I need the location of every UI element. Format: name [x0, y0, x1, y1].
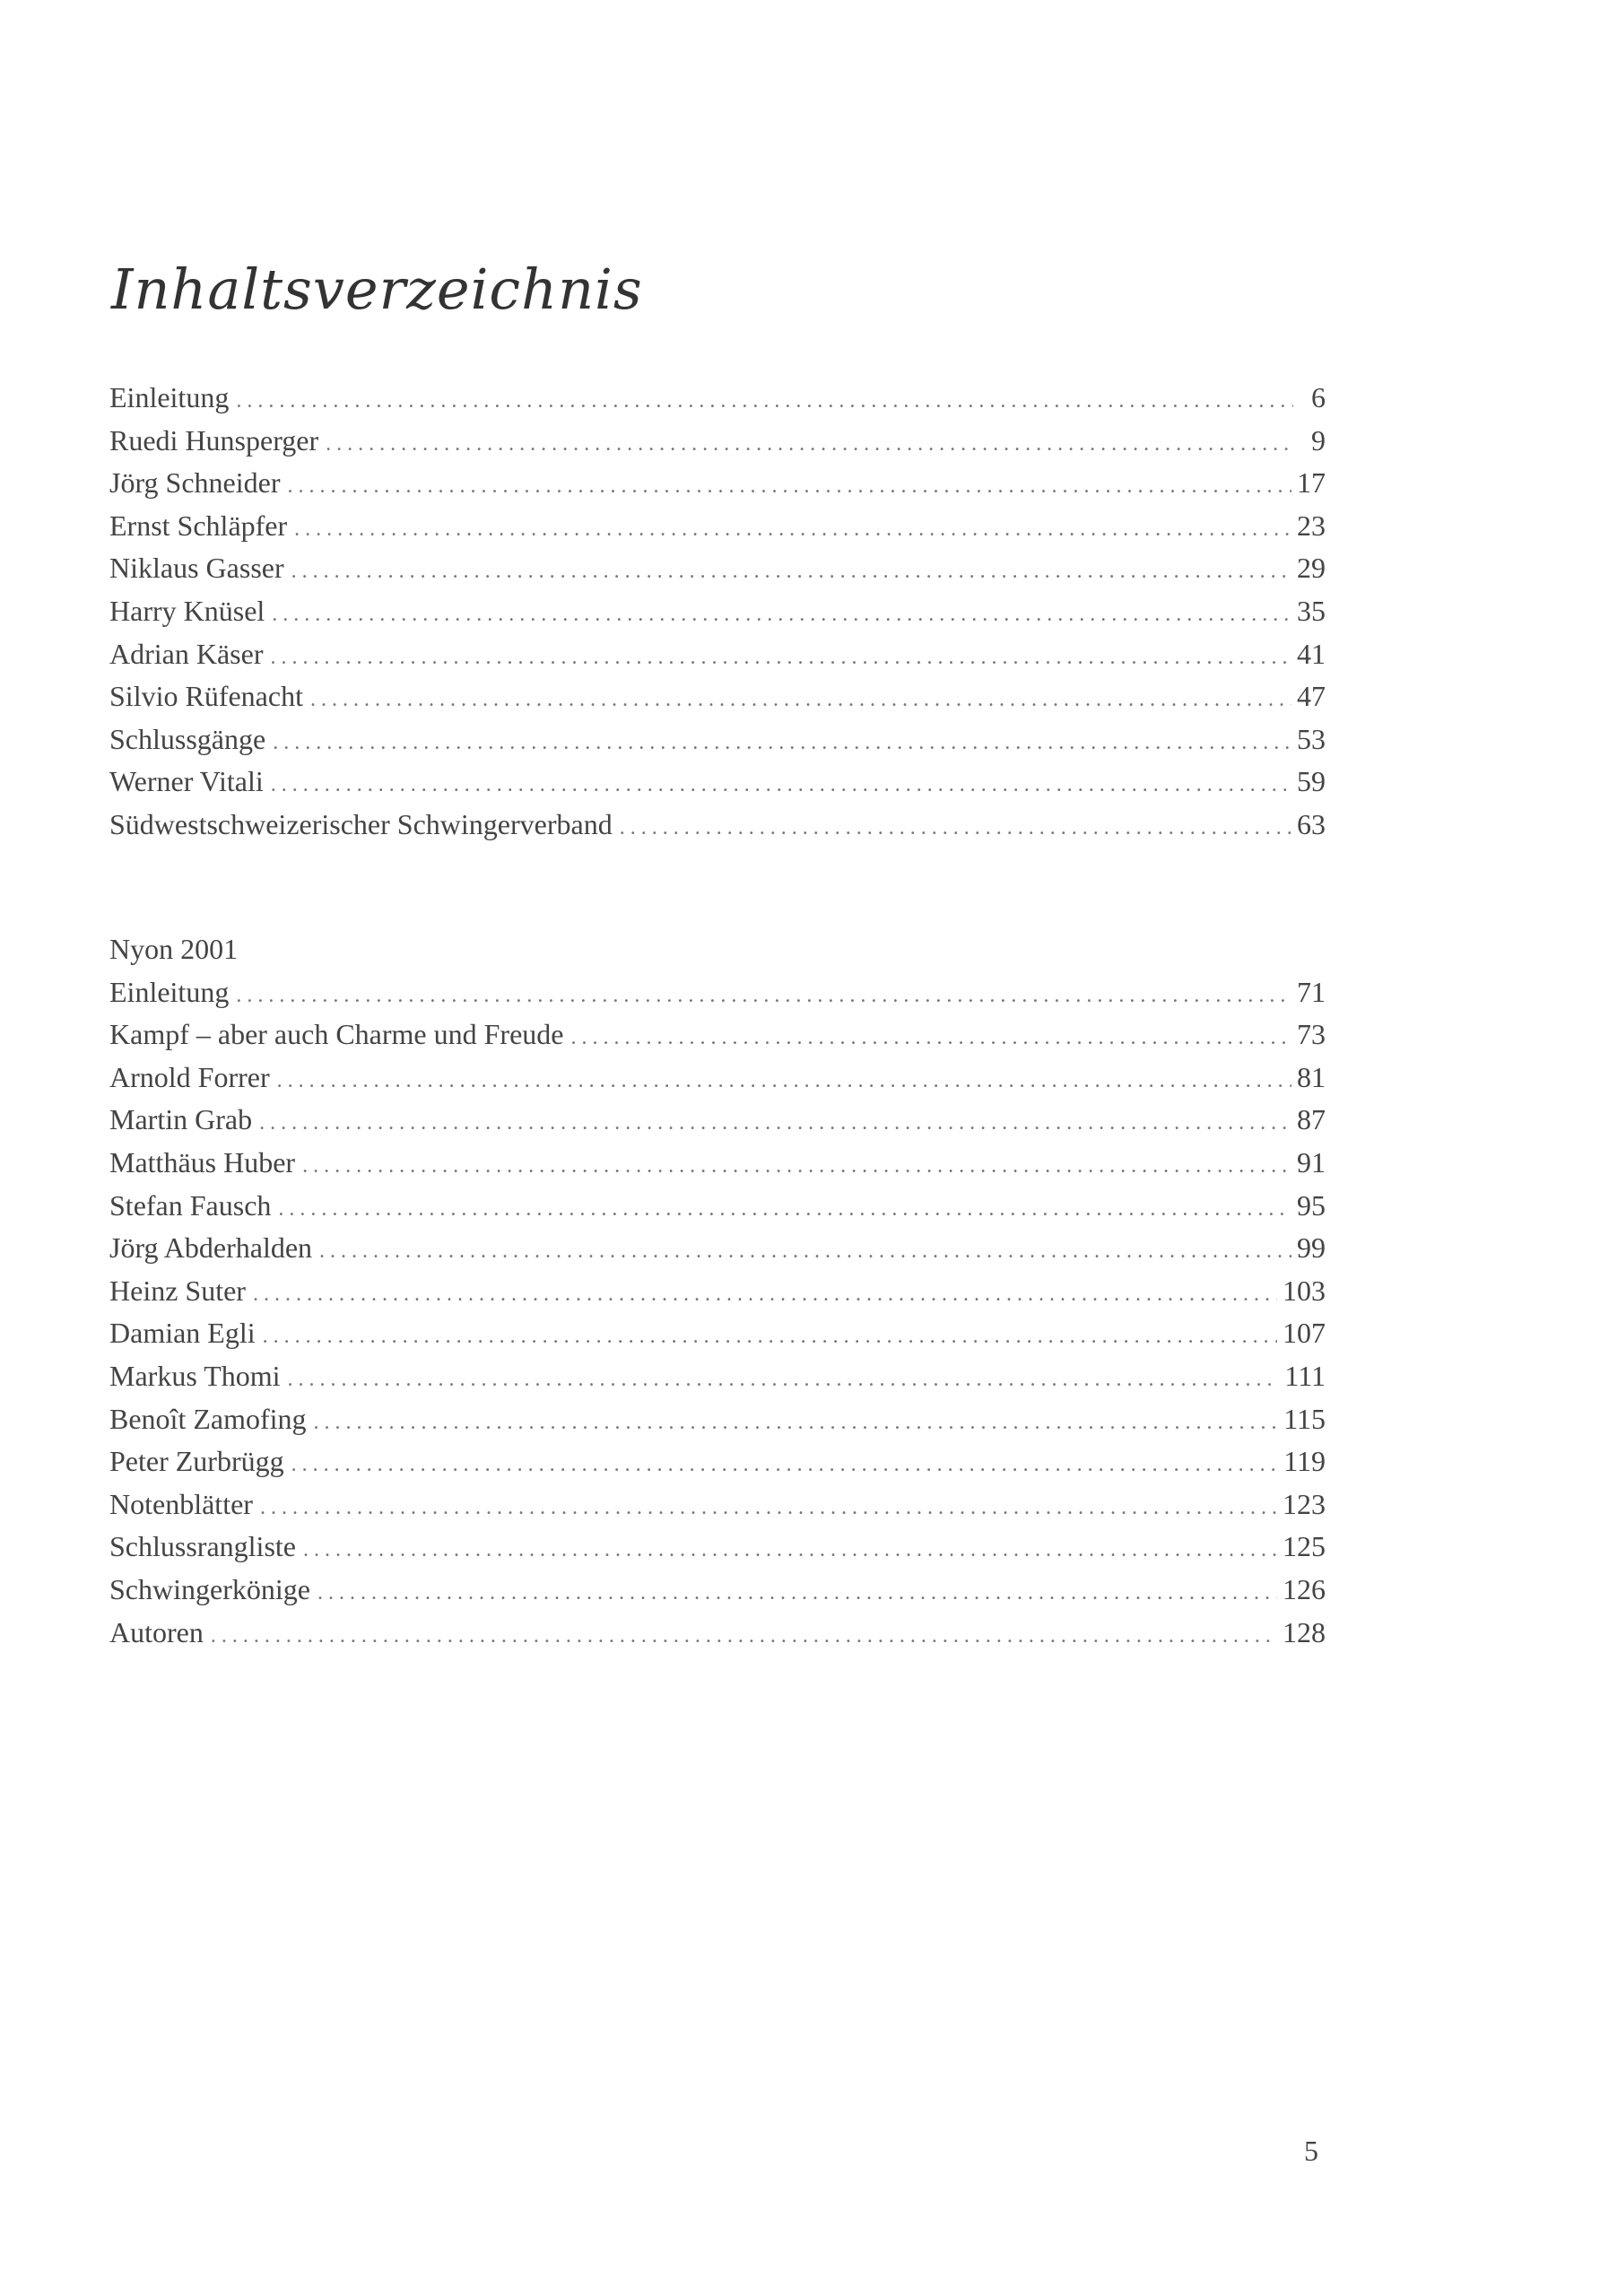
toc-entry-page: 23 — [1297, 509, 1326, 542]
toc-entry-page: 17 — [1297, 466, 1326, 500]
toc-main-list — [109, 377, 1326, 847]
toc-entry[interactable] — [109, 1440, 1326, 1483]
toc-entry-label: Harry Knüsel — [109, 594, 265, 627]
toc-entry[interactable] — [109, 590, 1326, 633]
dot-leader — [236, 380, 1293, 423]
toc-nyon-section — [109, 928, 1326, 1654]
toc-entry-label: Benoît Zamofing — [109, 1402, 307, 1435]
dot-leader — [326, 423, 1293, 466]
dot-leader — [270, 637, 1291, 680]
dot-leader — [278, 1188, 1291, 1231]
dot-leader — [211, 1615, 1277, 1658]
dot-leader — [277, 1060, 1291, 1103]
dot-leader — [253, 1274, 1277, 1317]
toc-entry[interactable] — [109, 420, 1326, 463]
dot-leader — [317, 1572, 1277, 1615]
dot-leader — [287, 465, 1291, 509]
toc-entry[interactable] — [109, 462, 1326, 505]
toc-entry-label: Arnold Forrer — [109, 1060, 270, 1093]
dot-leader — [259, 1102, 1291, 1145]
dot-leader — [620, 807, 1291, 850]
toc-entry-page: 81 — [1297, 1060, 1326, 1093]
toc-entry-page: 91 — [1297, 1145, 1326, 1178]
toc-entry[interactable] — [109, 1312, 1326, 1355]
dot-leader — [294, 509, 1291, 552]
toc-entry-label: Schlussrangliste — [109, 1530, 296, 1563]
toc-entry[interactable] — [109, 1185, 1326, 1228]
dot-leader — [302, 1145, 1291, 1188]
toc-entry-page: 99 — [1297, 1231, 1326, 1265]
toc-entry-page: 73 — [1297, 1018, 1326, 1051]
toc-entry-label: Autoren — [109, 1615, 204, 1648]
toc-entry-label: Heinz Suter — [109, 1274, 246, 1307]
section-heading: Nyon 2001 — [109, 933, 239, 965]
dot-leader — [288, 1359, 1280, 1402]
toc-entry-label: Martin Grab — [109, 1103, 253, 1136]
toc-entry[interactable] — [109, 1398, 1326, 1441]
toc-entry-label: Werner Vitali — [109, 765, 264, 798]
toc-entry-page: 71 — [1297, 975, 1326, 1008]
toc-entry-label: Schwingerkönige — [109, 1572, 310, 1605]
toc-entry[interactable] — [109, 1483, 1326, 1526]
toc-entry[interactable] — [109, 1142, 1326, 1185]
toc-entry-page: 63 — [1297, 807, 1326, 840]
dot-leader — [271, 764, 1291, 807]
dot-leader — [273, 722, 1291, 765]
toc-entry-label: Ruedi Hunsperger — [109, 423, 319, 457]
toc-entry-label: Einleitung — [109, 381, 230, 413]
toc-entry-page: 6 — [1311, 381, 1326, 413]
toc-entry[interactable] — [109, 377, 1326, 420]
toc-entry-page: 125 — [1283, 1530, 1326, 1563]
toc-entry[interactable] — [109, 761, 1326, 804]
toc-entry-label: Peter Zurbrügg — [109, 1445, 284, 1478]
toc-entry-page: 35 — [1297, 594, 1326, 627]
toc-entry[interactable] — [109, 1013, 1326, 1057]
toc-entry-page: 53 — [1297, 722, 1326, 755]
dot-leader — [291, 1444, 1279, 1487]
toc-entry-label: Einleitung — [109, 975, 230, 1008]
dot-leader — [263, 1316, 1277, 1359]
dot-leader — [260, 1487, 1277, 1530]
toc-entry-label: Notenblätter — [109, 1487, 253, 1520]
toc-entry-label: Markus Thomi — [109, 1359, 281, 1392]
dot-leader — [314, 1402, 1279, 1445]
toc-entry-label: Schlussgänge — [109, 722, 266, 755]
toc-entry[interactable] — [109, 1227, 1326, 1270]
toc-entry-page: 111 — [1284, 1359, 1326, 1392]
toc-entry-label: Niklaus Gasser — [109, 552, 284, 585]
toc-entry-label: Südwestschweizerischer Schwingerverband — [109, 807, 613, 840]
toc-entry[interactable] — [109, 804, 1326, 847]
toc-entry-label: Stefan Fausch — [109, 1188, 272, 1222]
toc-entry-label: Damian Egli — [109, 1317, 256, 1350]
toc-entry-label: Adrian Käser — [109, 637, 264, 670]
toc-entry-page: 47 — [1297, 680, 1326, 713]
toc-entry-page: 123 — [1283, 1487, 1326, 1520]
toc-entry[interactable] — [109, 1355, 1326, 1398]
toc-entry[interactable] — [109, 1526, 1326, 1569]
toc-entry-label: Jörg Abderhalden — [109, 1231, 313, 1265]
dot-leader — [319, 1231, 1291, 1274]
toc-entry-page: 41 — [1297, 637, 1326, 670]
dot-leader — [310, 679, 1291, 722]
toc-entry[interactable] — [109, 1270, 1326, 1313]
toc-entry[interactable] — [109, 675, 1326, 718]
toc-entry[interactable] — [109, 1569, 1326, 1612]
toc-entry-page: 103 — [1283, 1274, 1326, 1307]
toc-entry[interactable] — [109, 971, 1326, 1014]
page-title: Inhaltsverzeichnis — [111, 257, 643, 322]
toc-entry-page: 9 — [1311, 423, 1326, 457]
toc-entry-label: Silvio Rüfenacht — [109, 680, 303, 713]
toc-entry-page: 29 — [1297, 552, 1326, 585]
toc-entry[interactable] — [109, 1057, 1326, 1100]
toc-entry-page: 87 — [1297, 1103, 1326, 1136]
toc-entry[interactable] — [109, 1612, 1326, 1655]
dot-leader — [570, 1017, 1291, 1060]
toc-entry-label: Ernst Schläpfer — [109, 509, 288, 542]
toc-entry-page: 107 — [1283, 1317, 1326, 1350]
dot-leader — [291, 551, 1291, 594]
page-number: 5 — [1304, 2135, 1318, 2167]
toc-entry-label: Matthäus Huber — [109, 1145, 296, 1178]
toc-entry[interactable] — [109, 718, 1326, 761]
toc-entry-page: 119 — [1283, 1445, 1326, 1478]
toc-entry-page: 128 — [1283, 1615, 1326, 1648]
toc-entry[interactable] — [109, 1099, 1326, 1142]
dot-leader — [303, 1529, 1277, 1572]
dot-leader — [272, 594, 1291, 637]
toc-entry-page: 115 — [1283, 1402, 1326, 1435]
toc-entry-page: 59 — [1297, 765, 1326, 798]
toc-entry-label: Jörg Schneider — [109, 466, 281, 500]
dot-leader — [236, 975, 1291, 1018]
toc-entry[interactable] — [109, 505, 1326, 548]
toc-entry[interactable] — [109, 547, 1326, 590]
toc-entry-label: Kampf – aber auch Charme und Freude — [109, 1018, 564, 1051]
toc-entry[interactable] — [109, 633, 1326, 676]
toc-entry-page: 95 — [1297, 1188, 1326, 1222]
toc-entry-page: 126 — [1283, 1572, 1326, 1605]
